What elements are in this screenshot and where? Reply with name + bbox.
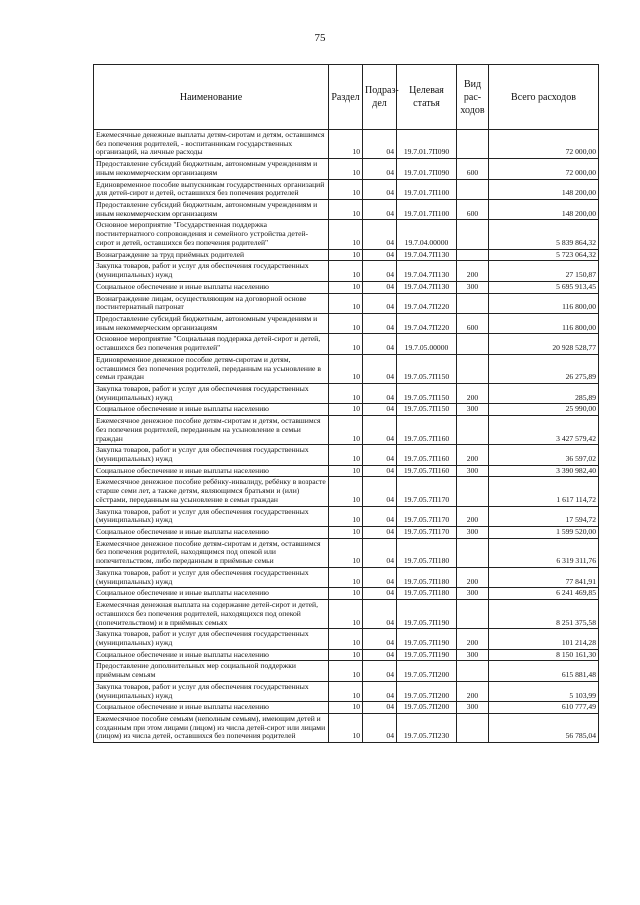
row-target: 19.7.05.7П180 [397,538,457,567]
row-section: 10 [329,477,363,506]
row-section: 10 [329,404,363,416]
row-subsection: 04 [363,681,397,701]
row-name: Социальное обеспечение и иные выплаты населению [94,702,329,714]
row-total: 148 200,00 [489,200,599,220]
row-section: 10 [329,445,363,465]
table-row [94,681,599,701]
row-target: 19.7.05.7П150 [397,404,457,416]
table-row [94,629,599,649]
row-total: 285,89 [489,383,599,403]
row-total: 36 597,02 [489,445,599,465]
table-row [94,416,599,445]
table-row [94,445,599,465]
row-expense-type [457,600,489,629]
row-expense-type [457,334,489,354]
row-expense-type: 200 [457,445,489,465]
row-subsection: 04 [363,200,397,220]
row-subsection: 04 [363,527,397,539]
row-total: 72 000,00 [489,130,599,159]
row-target: 19.7.04.7П130 [397,281,457,293]
header-subsection: Подраз- дел [363,65,397,130]
row-total: 5 723 064,32 [489,249,599,261]
row-expense-type [457,538,489,567]
row-name: Социальное обеспечение и иные выплаты населению [94,527,329,539]
row-target: 19.7.05.7П200 [397,661,457,681]
row-expense-type [457,661,489,681]
row-name: Предоставление дополнительных мер социальной поддержки приёмным семьям [94,661,329,681]
row-total: 77 841,91 [489,567,599,587]
row-total: 8 251 375,58 [489,600,599,629]
row-expense-type [457,416,489,445]
row-total: 101 214,28 [489,629,599,649]
row-total: 610 777,49 [489,702,599,714]
table-row [94,179,599,199]
row-expense-type: 300 [457,527,489,539]
row-total: 5 695 913,45 [489,281,599,293]
row-section: 10 [329,313,363,333]
row-total: 148 200,00 [489,179,599,199]
row-name: Социальное обеспечение и иные выплаты населению [94,404,329,416]
row-subsection: 04 [363,281,397,293]
row-target: 19.7.01.7П100 [397,200,457,220]
row-target: 19.7.05.7П180 [397,588,457,600]
row-total: 72 000,00 [489,159,599,179]
table-row [94,588,599,600]
row-name: Закупка товаров, работ и услуг для обеспечения государственных (муниципальных) нужд [94,261,329,281]
row-name: Закупка товаров, работ и услуг для обеспечения государственных (муниципальных) нужд [94,681,329,701]
row-subsection: 04 [363,261,397,281]
row-name: Социальное обеспечение и иные выплаты населению [94,465,329,477]
row-target: 19.7.05.7П160 [397,465,457,477]
row-target: 19.7.05.7П150 [397,354,457,383]
row-section: 10 [329,383,363,403]
row-expense-type [457,130,489,159]
table-row [94,159,599,179]
row-target: 19.7.05.7П190 [397,649,457,661]
row-expense-type [457,293,489,313]
row-name: Социальное обеспечение и иные выплаты населению [94,281,329,293]
row-name: Закупка товаров, работ и услуг для обеспечения государственных (муниципальных) нужд [94,506,329,526]
row-target: 19.7.05.7П160 [397,445,457,465]
row-section: 10 [329,681,363,701]
table-row [94,538,599,567]
row-section: 10 [329,600,363,629]
table-row [94,293,599,313]
row-subsection: 04 [363,249,397,261]
row-section: 10 [329,416,363,445]
table-row [94,220,599,249]
row-name: Предоставление субсидий бюджетным, автономным учреждениям и иным некоммерческим организациям [94,159,329,179]
row-subsection: 04 [363,179,397,199]
row-section: 10 [329,354,363,383]
row-expense-type [457,179,489,199]
row-name: Ежемесячное пособие семьям (неполным семьям), имеющим детей и созданным при этом лицами (лицом) из числа детей-сирот или лицами (лицом) из числа детей, оставшихся без попечения родителей [94,713,329,742]
row-section: 10 [329,588,363,600]
row-expense-type [457,249,489,261]
row-target: 19.7.05.7П150 [397,383,457,403]
table-row [94,130,599,159]
row-total: 3 390 982,40 [489,465,599,477]
row-target: 19.7.05.7П180 [397,567,457,587]
row-target: 19.7.01.7П090 [397,159,457,179]
row-name: Ежемесячные денежные выплаты детям-сиротам и детям, оставшимся без попечения родителей, - воспитанникам государственных организаций, на личные расходы [94,130,329,159]
row-section: 10 [329,293,363,313]
row-section: 10 [329,702,363,714]
row-section: 10 [329,249,363,261]
row-target: 19.7.05.7П170 [397,506,457,526]
row-name: Ежемесячное денежное пособие детям-сиротам и детям, оставшимся без попечения родителей, переданным на усыновление в семьи граждан [94,416,329,445]
row-subsection: 04 [363,629,397,649]
row-expense-type: 300 [457,649,489,661]
row-expense-type [457,477,489,506]
table-row [94,567,599,587]
row-subsection: 04 [363,649,397,661]
header-name: Наименование [94,65,329,130]
row-target: 19.7.04.7П220 [397,313,457,333]
row-name: Предоставление субсидий бюджетным, автономным учреждениям и иным некоммерческим организациям [94,200,329,220]
row-total: 26 275,89 [489,354,599,383]
row-name: Ежемесячная денежная выплата на содержание детей-сирот и детей, оставшихся без попечения родителей, находящихся под опекой (попечительством) и в приёмных семьях [94,600,329,629]
row-target: 19.7.05.7П190 [397,600,457,629]
row-expense-type: 200 [457,261,489,281]
row-expense-type: 200 [457,383,489,403]
header-expense-type: Вид рас- ходов [457,65,489,130]
table-row [94,249,599,261]
row-expense-type: 300 [457,702,489,714]
row-total: 1 599 520,00 [489,527,599,539]
row-subsection: 04 [363,702,397,714]
row-subsection: 04 [363,477,397,506]
row-subsection: 04 [363,220,397,249]
row-target: 19.7.01.7П100 [397,179,457,199]
row-section: 10 [329,281,363,293]
row-name: Закупка товаров, работ и услуг для обеспечения государственных (муниципальных) нужд [94,445,329,465]
row-total: 8 150 161,30 [489,649,599,661]
row-target: 19.7.04.7П130 [397,261,457,281]
row-total: 56 785,04 [489,713,599,742]
row-expense-type: 200 [457,681,489,701]
row-total: 6 241 469,85 [489,588,599,600]
row-expense-type: 600 [457,200,489,220]
row-target: 19.7.05.7П200 [397,681,457,701]
row-subsection: 04 [363,383,397,403]
row-section: 10 [329,713,363,742]
table-row [94,261,599,281]
page-number: 75 [314,32,326,44]
row-section: 10 [329,220,363,249]
row-total: 116 800,00 [489,293,599,313]
row-target: 19.7.01.7П090 [397,130,457,159]
row-section: 10 [329,567,363,587]
table-row [94,465,599,477]
row-name: Основное мероприятие "Государственная поддержка постинтернатного сопровождения и семейного устройства детей-сирот и детей, оставшихся без попечения родителей" [94,220,329,249]
row-name: Социальное обеспечение и иные выплаты населению [94,588,329,600]
row-target: 19.7.04.7П130 [397,249,457,261]
row-expense-type [457,220,489,249]
row-total: 25 990,00 [489,404,599,416]
row-section: 10 [329,261,363,281]
row-total: 27 150,87 [489,261,599,281]
row-name: Основное мероприятие "Социальная поддержка детей-сирот и детей, оставшихся без попечения родителей" [94,334,329,354]
row-section: 10 [329,661,363,681]
header-section: Раздел [329,65,363,130]
row-total: 5 839 864,32 [489,220,599,249]
row-subsection: 04 [363,713,397,742]
row-target: 19.7.04.00000 [397,220,457,249]
row-total: 17 594,72 [489,506,599,526]
row-section: 10 [329,527,363,539]
row-section: 10 [329,538,363,567]
row-total: 116 800,00 [489,313,599,333]
row-section: 10 [329,334,363,354]
row-expense-type: 300 [457,465,489,477]
row-section: 10 [329,465,363,477]
table-row [94,477,599,506]
row-expense-type: 200 [457,567,489,587]
budget-table [93,64,599,743]
header-target: Целевая статья [397,65,457,130]
row-expense-type [457,713,489,742]
row-section: 10 [329,200,363,220]
table-row [94,600,599,629]
row-expense-type: 300 [457,281,489,293]
row-name: Ежемесячное денежное пособие детям-сиротам и детям, оставшимся без попечения родителей, находящимся под опекой или попечительством, либо переданным в приёмные семьи [94,538,329,567]
row-expense-type: 200 [457,629,489,649]
row-target: 19.7.05.7П170 [397,477,457,506]
row-section: 10 [329,649,363,661]
row-expense-type: 300 [457,588,489,600]
row-subsection: 04 [363,588,397,600]
table-row [94,527,599,539]
row-subsection: 04 [363,465,397,477]
table-row [94,281,599,293]
table-header-row [94,65,599,130]
row-subsection: 04 [363,445,397,465]
row-section: 10 [329,159,363,179]
row-name: Закупка товаров, работ и услуг для обеспечения государственных (муниципальных) нужд [94,567,329,587]
row-subsection: 04 [363,661,397,681]
row-name: Вознаграждение за труд приёмных родителей [94,249,329,261]
row-total: 20 928 528,77 [489,334,599,354]
table-row [94,200,599,220]
row-target: 19.7.05.00000 [397,334,457,354]
row-name: Закупка товаров, работ и услуг для обеспечения государственных (муниципальных) нужд [94,629,329,649]
row-name: Закупка товаров, работ и услуг для обеспечения государственных (муниципальных) нужд [94,383,329,403]
row-expense-type [457,354,489,383]
row-section: 10 [329,629,363,649]
table-row [94,334,599,354]
row-expense-type: 600 [457,313,489,333]
row-subsection: 04 [363,600,397,629]
row-total: 1 617 114,72 [489,477,599,506]
row-subsection: 04 [363,506,397,526]
row-expense-type: 600 [457,159,489,179]
row-subsection: 04 [363,567,397,587]
header-total: Всего расходов [489,65,599,130]
row-name: Ежемесячное денежное пособие ребёнку-инвалиду, ребёнку в возрасте старше семи лет, а также детям, являющимся братьями и (или) сёстрами, переданным на усыновление в семьи граждан [94,477,329,506]
row-name: Вознаграждение лицам, осуществляющим на договорной основе постинтернатный патронат [94,293,329,313]
row-name: Социальное обеспечение и иные выплаты населению [94,649,329,661]
row-target: 19.7.05.7П170 [397,527,457,539]
row-subsection: 04 [363,404,397,416]
table-row [94,383,599,403]
table-row [94,702,599,714]
row-total: 5 103,99 [489,681,599,701]
row-target: 19.7.05.7П190 [397,629,457,649]
row-subsection: 04 [363,354,397,383]
table-row [94,354,599,383]
table-row [94,649,599,661]
table-row [94,506,599,526]
row-section: 10 [329,130,363,159]
row-subsection: 04 [363,293,397,313]
table-row [94,661,599,681]
row-section: 10 [329,179,363,199]
table-row [94,713,599,742]
table-row [94,313,599,333]
row-subsection: 04 [363,313,397,333]
row-name: Предоставление субсидий бюджетным, автономным учреждениям и иным некоммерческим организациям [94,313,329,333]
row-section: 10 [329,506,363,526]
row-target: 19.7.04.7П220 [397,293,457,313]
row-target: 19.7.05.7П160 [397,416,457,445]
row-total: 6 319 311,76 [489,538,599,567]
row-target: 19.7.05.7П200 [397,702,457,714]
row-subsection: 04 [363,334,397,354]
row-name: Единовременное пособие выпускникам государственных организаций для детей-сирот и детей, оставшихся без попечения родителей [94,179,329,199]
table-row [94,404,599,416]
row-expense-type: 300 [457,404,489,416]
row-subsection: 04 [363,416,397,445]
row-total: 615 881,48 [489,661,599,681]
row-subsection: 04 [363,159,397,179]
row-total: 3 427 579,42 [489,416,599,445]
row-subsection: 04 [363,130,397,159]
row-subsection: 04 [363,538,397,567]
row-target: 19.7.05.7П230 [397,713,457,742]
row-name: Единовременное денежное пособие детям-сиротам и детям, оставшимся без попечения родителей, переданным на усыновление в семьи граждан [94,354,329,383]
row-expense-type: 200 [457,506,489,526]
